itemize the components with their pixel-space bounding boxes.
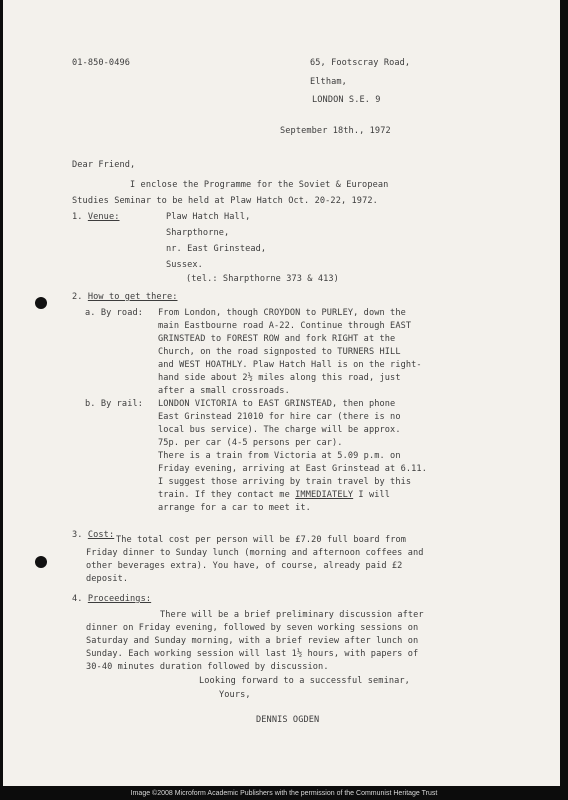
section-heading: Venue: xyxy=(87,212,120,222)
cost-line: Friday dinner to Sunday lunch (morning and afternoon coffees and xyxy=(86,548,424,558)
venue-line: nr. East Grinstead, xyxy=(166,244,267,254)
section-number: 1. xyxy=(72,212,83,222)
rail-label: b. By rail: xyxy=(85,399,144,409)
proceedings-line: Sunday. Each working session will last 1½ hours, with papers of xyxy=(86,649,419,659)
rail-line: 75p. per car (4-5 persons per car). xyxy=(158,438,343,448)
proceedings-line: dinner on Friday evening, followed by seven working sessions on xyxy=(86,623,419,633)
venue-line: Sharpthorne, xyxy=(166,228,230,238)
phone-number: 01-850-0496 xyxy=(72,58,131,68)
signature-name: DENNIS OGDEN xyxy=(256,715,320,725)
rail-line: arrange for a car to meet it. xyxy=(158,503,311,513)
rail-line: East Grinstead 21010 for hire car (there is no xyxy=(158,412,401,422)
proceedings-line: There will be a brief preliminary discussion after xyxy=(160,610,424,620)
rail-line xyxy=(158,490,390,500)
venue-telephone: (tel.: Sharpthorne 373 & 413) xyxy=(186,274,339,284)
venue-heading xyxy=(72,212,120,222)
cost-line: The total cost per person will be £7.20 full board from xyxy=(116,535,407,545)
cost-heading xyxy=(72,530,114,540)
cost-line: other beverages extra). You have, of course, already paid £2 xyxy=(86,561,403,571)
road-line: main Eastbourne road A-22. Continue through EAST xyxy=(158,321,412,331)
venue-line: Sussex. xyxy=(166,260,203,270)
how-heading xyxy=(72,292,178,302)
venue-line: Plaw Hatch Hall, xyxy=(166,212,251,222)
section-number: 3. xyxy=(72,530,83,540)
proceedings-line: Saturday and Sunday morning, with a brief review after lunch on xyxy=(86,636,419,646)
road-line: hand side about 2½ miles along this road, just xyxy=(158,373,401,383)
rail-line: Friday evening, arriving at East Grinstead at 6.11. xyxy=(158,464,427,474)
salutation: Dear Friend, xyxy=(72,160,136,170)
letter-date: September 18th., 1972 xyxy=(280,126,391,136)
rail-line: I suggest those arriving by train travel by this xyxy=(158,477,412,487)
road-line: Church, on the road signposted to TURNERS HILL xyxy=(158,347,401,357)
rail-line-text: I will xyxy=(353,490,391,500)
section-heading: How to get there: xyxy=(87,292,178,302)
rail-emphasis: IMMEDIATELY xyxy=(295,490,354,500)
section-number: 4. xyxy=(72,594,83,604)
section-heading: Proceedings: xyxy=(87,594,152,604)
rail-line: LONDON VICTORIA to EAST GRINSTEAD, then phone xyxy=(158,399,396,409)
rail-line: local bus service). The charge will be approx. xyxy=(158,425,401,435)
intro-line: Studies Seminar to be held at Plaw Hatch Oct. 20-22, 1972. xyxy=(72,196,378,206)
address-line-2: Eltham, xyxy=(310,77,347,87)
address-line-1: 65, Footscray Road, xyxy=(310,58,411,68)
road-line: and WEST HOATHLY. Plaw Hatch Hall is on the right- xyxy=(158,360,422,370)
closing-yours: Yours, xyxy=(219,690,251,700)
road-line: GRINSTEAD to FOREST ROW and fork RIGHT at the xyxy=(158,334,396,344)
punch-hole-bottom xyxy=(35,556,47,568)
road-line: after a small crossroads. xyxy=(158,386,290,396)
section-heading: Cost: xyxy=(87,530,115,540)
cost-line: deposit. xyxy=(86,574,129,584)
letter-page xyxy=(3,0,560,786)
copyright-footer: Image ©2008 Microform Academic Publishers with the permission of the Communist Heritage Trust xyxy=(130,790,438,797)
closing-line: Looking forward to a successful seminar, xyxy=(199,676,410,686)
address-line-3: LONDON S.E. 9 xyxy=(312,95,381,105)
road-line: From London, though CROYDON to PURLEY, down the xyxy=(158,308,406,318)
intro-line: I enclose the Programme for the Soviet & European xyxy=(130,180,389,190)
punch-hole-top xyxy=(35,297,47,309)
road-label: a. By road: xyxy=(85,308,144,318)
section-number: 2. xyxy=(72,292,83,302)
proceedings-line: 30-40 minutes duration followed by discussion. xyxy=(86,662,329,672)
rail-line-text: train. If they contact me xyxy=(158,490,290,500)
rail-line: There is a train from Victoria at 5.09 p.m. on xyxy=(158,451,401,461)
proceedings-heading xyxy=(72,594,151,604)
